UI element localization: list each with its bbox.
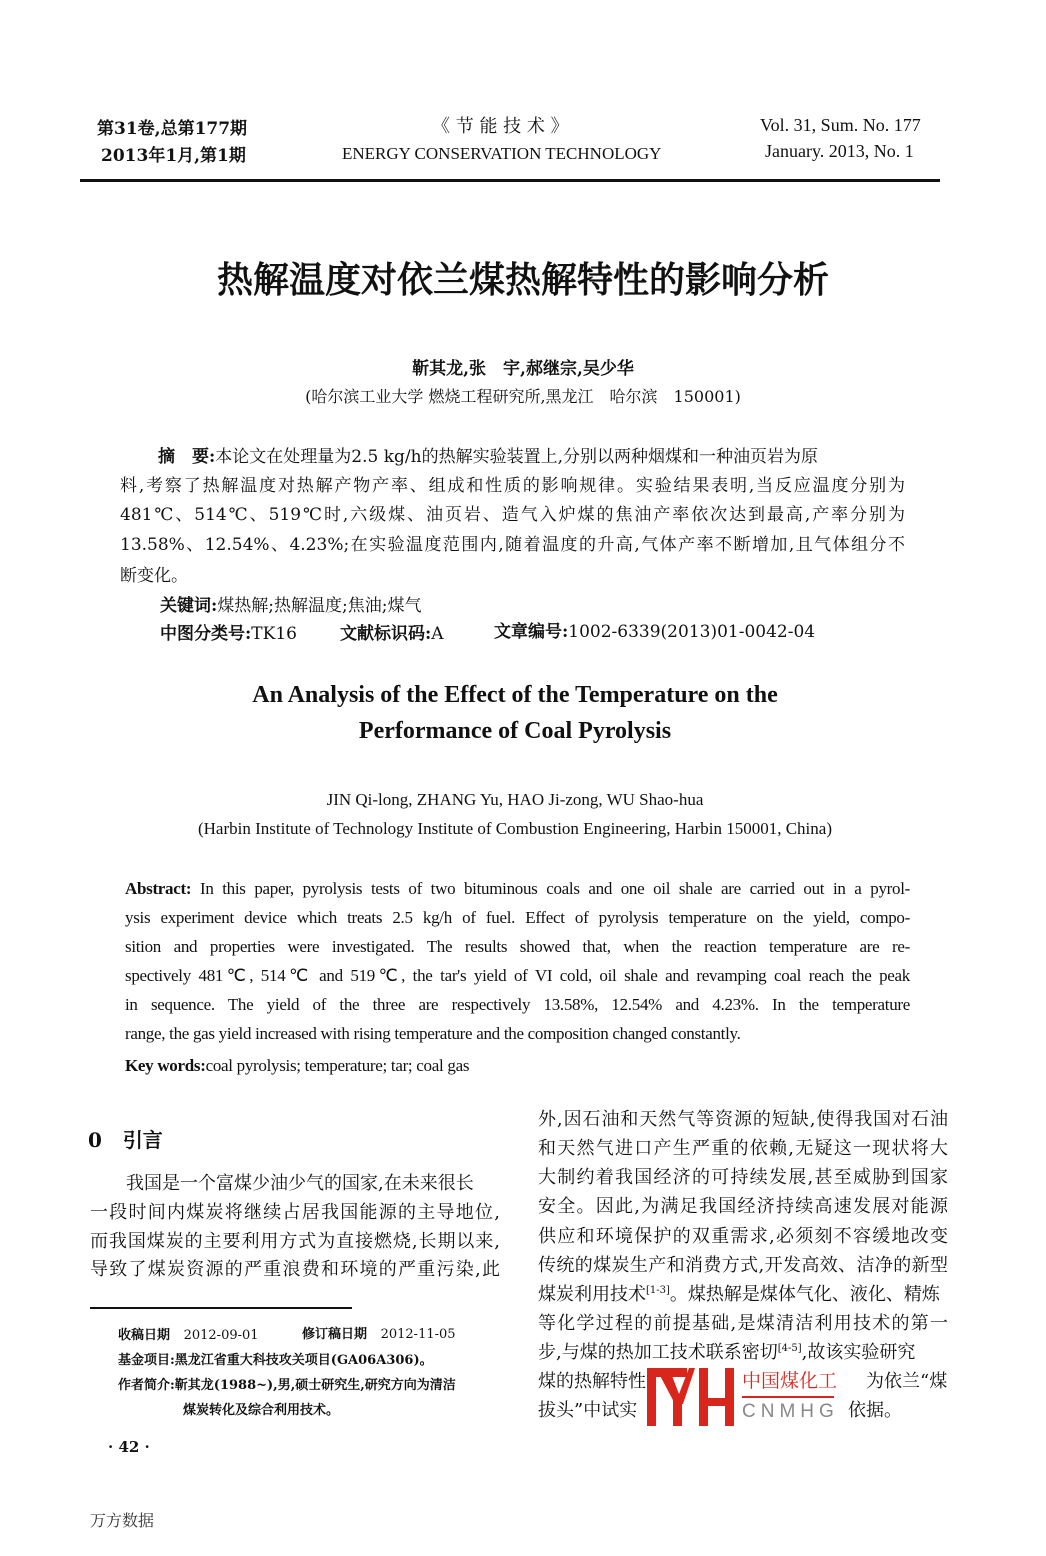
abstract-cn-line: 料,考察了热解温度对热解产物产率、组成和性质的影响规律。实验结果表明,当反应温度分别为 xyxy=(120,476,905,496)
abstract-en-line: in sequence. The yield of the three are respectively 13.58%, 12.54% and 4.23%. In the temperature xyxy=(125,995,910,1014)
author-bio-cont: 煤炭转化及综合利用技术。 xyxy=(183,1403,340,1418)
abstract-cn-line: 481℃、514℃、519℃时,六级煤、油页岩、造气入炉煤的焦油产率依次达到最高,产率分别为 xyxy=(120,505,905,525)
body-line: 供应和环境保护的双重需求,必须刻不容缓地改变 xyxy=(538,1226,948,1247)
keywords-cn: 关键词:煤热解;热解温度;焦油;煤气 xyxy=(160,596,422,616)
affiliation-en: (Harbin Institute of Technology Institute of Combustion Engineering, Harbin 150001, China) xyxy=(197,819,832,838)
abstract-en-line: spectively 481℃, 514℃ and 519℃, the tar's yield of VI cold, oil shale and revamping coal reach the peak xyxy=(125,966,910,985)
abstract-en-line: range, the gas yield increased with rising temperature and the composition changed constantly. xyxy=(125,1024,741,1043)
body-line: 步,与煤的热加工技术联系密切[4-5],故该实验研究 xyxy=(538,1342,916,1363)
watermark-text-en: CNMHG xyxy=(742,1401,839,1422)
abstract-cn-line: 摘 要:本论文在处理量为2.5 kg/h的热解实验装置上,分别以两种烟煤和一种油页岩为原 xyxy=(158,447,818,467)
title-cn: 热解温度对依兰煤热解特性的影响分析 xyxy=(216,259,829,301)
body-line: 大制约着我国经济的可持续发展,甚至威胁到国家 xyxy=(538,1167,948,1188)
keywords-en: Key words:coal pyrolysis; temperature; tar; coal gas xyxy=(125,1056,470,1075)
fund-note: 基金项目:黑龙江省重大科技攻关项目(GA06A306)。 xyxy=(118,1353,433,1368)
watermark-logo-icon xyxy=(645,1364,737,1426)
header-rule xyxy=(80,179,940,182)
volume-en: Vol. 31, Sum. No. 177 xyxy=(760,115,921,135)
body-line: 传统的煤炭生产和消费方式,开发高效、洁净的新型 xyxy=(538,1255,948,1276)
doc-code-cn: 文献标识码:A xyxy=(340,624,444,644)
watermark-text-cn: 中国煤化工 xyxy=(742,1370,838,1392)
issue-info: 2013年1月,第1期 xyxy=(101,146,246,166)
title-en-line: An Analysis of the Effect of the Temperature on the xyxy=(252,682,778,708)
abstract-cn-label: 摘 要: xyxy=(158,447,216,467)
body-line: 依据。 xyxy=(848,1400,902,1421)
abstract-cn-line: 断变化。 xyxy=(120,566,188,586)
abstract-en-line: sition and properties were investigated. The results showed that, when the reaction temperature are re- xyxy=(125,937,910,956)
body-line: 煤炭利用技术[1-3]。煤热解是煤体气化、液化、精炼 xyxy=(538,1284,940,1305)
body-line: 而我国煤炭的主要利用方式为直接燃烧,长期以来, xyxy=(90,1231,500,1252)
article-number-cn: 文章编号:1002-6339(2013)01-0042-04 xyxy=(494,622,816,642)
citation: [4-5] xyxy=(777,1343,802,1354)
body-line: 煤的热解特性 xyxy=(538,1371,646,1392)
authors-cn: 靳其龙,张 宇,郝继宗,吴少华 xyxy=(412,359,634,379)
abstract-en-line: ysis experiment device which treats 2.5 kg/h of fuel. Effect of pyrolysis temperature on the yield, compo- xyxy=(125,908,910,927)
abstract-cn-line: 13.58%、12.54%、4.23%;在实验温度范围内,随着温度的升高,气体产率不断增加,且气体组分不 xyxy=(120,535,905,555)
body-line: 一段时间内煤炭将继续占居我国能源的主导地位, xyxy=(90,1202,500,1223)
footnote-rule xyxy=(90,1307,352,1309)
issue-en: January. 2013, No. 1 xyxy=(765,141,914,161)
body-line: 和天然气进口产生严重的依赖,无疑这一现状将大 xyxy=(538,1138,948,1159)
body-line: 外,因石油和天然气等资源的短缺,使得我国对石油 xyxy=(538,1109,948,1130)
affiliation-cn: (哈尔滨工业大学 燃烧工程研究所,黑龙江 哈尔滨 150001) xyxy=(305,387,741,406)
body-line: 我国是一个富煤少油少气的国家,在未来很长 xyxy=(126,1173,474,1194)
author-bio: 作者简介:靳其龙(1988~),男,硕士研究生,研究方向为清洁 xyxy=(118,1378,456,1393)
page-number: · 42 · xyxy=(108,1438,150,1456)
body-line: 拔头”中试实 xyxy=(538,1400,638,1421)
classification-cn: 中图分类号:TK16 xyxy=(160,624,297,644)
abstract-en-line: Abstract: In this paper, pyrolysis tests of two bituminous coals and one oil shale are carried out in a pyrol- xyxy=(125,879,910,898)
journal-name-cn: 《 节 能 技 术 》 xyxy=(432,116,569,137)
received-date: 收稿日期 2012-09-01 xyxy=(118,1328,259,1343)
volume-info: 第31卷,总第177期 xyxy=(97,119,248,139)
body-line: 为依兰“煤 xyxy=(866,1371,948,1392)
journal-name-en: ENERGY CONSERVATION TECHNOLOGY xyxy=(342,144,662,163)
body-line: 等化学过程的前提基础,是煤清洁利用技术的第一 xyxy=(538,1313,948,1334)
title-en-line: Performance of Coal Pyrolysis xyxy=(358,718,672,744)
body-line: 导致了煤炭资源的严重浪费和环境的严重污染,此 xyxy=(90,1259,500,1280)
authors-en: JIN Qi-long, ZHANG Yu, HAO Ji-zong, WU Shao-hua xyxy=(326,790,704,809)
citation: [1-3] xyxy=(646,1285,670,1296)
body-line: 安全。因此,为满足我国经济持续高速发展对能源 xyxy=(538,1196,948,1217)
revised-date: 修订稿日期 2012-11-05 xyxy=(302,1327,456,1342)
watermark-rule xyxy=(742,1396,834,1398)
section-heading: 0 引言 xyxy=(88,1128,163,1152)
footer-source: 万方数据 xyxy=(90,1511,155,1530)
